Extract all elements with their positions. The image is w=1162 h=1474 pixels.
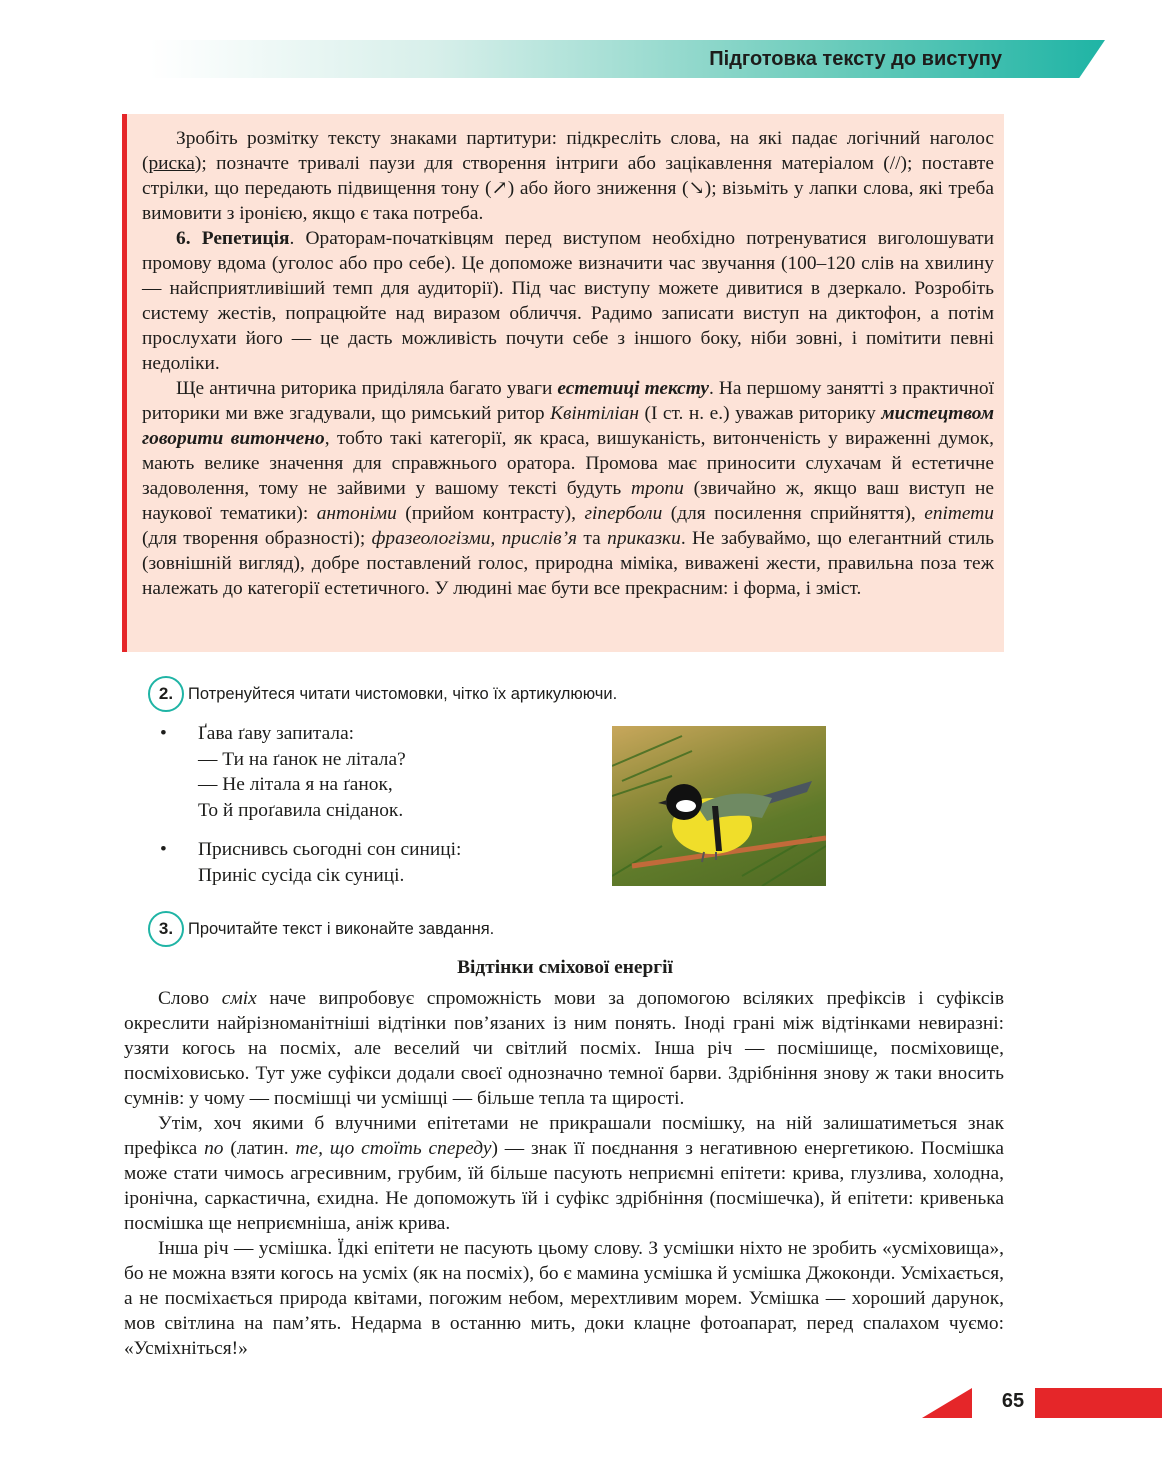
box-paragraph-1: Зробіть розмітку тексту знаками партитури: підкресліть слова, на які падає логічний наголос (риска); позначте тривалі паузи для створення інтриги або зацікавлення матеріалом (//); поставте стрілки, що передають підвищення тону (↗) або його зниження (↘); візьміть у лапки слова, які треба вимовити з іронією, якщо є така потреба. — [142, 128, 994, 224]
section-title: Підготовка тексту до виступу — [709, 48, 1002, 70]
highlight-bar — [122, 114, 127, 652]
task-number-badge: 3. — [148, 911, 184, 947]
list-item: • Приснивсь сьогодні сон синиці: Приніс сусіда сік суниці. — [160, 837, 590, 888]
page-number-decoration — [922, 1388, 972, 1418]
bullet-icon: • — [160, 723, 167, 744]
box-paragraph-2: 6. Репетиція. Ораторам-початківцям перед виступом необхідно потренуватися виголошувати промову вдома (уголос або про себе). Це допоможе визначити час звучання (100–120 слів на хвилину — найсприятливіший темп для аудиторії). Під час виступу можете дивитися в дзеркало. Розробіть систему жестів, попрацюйте над виразом обличчя. Радимо записати виступ на диктофон, а потім прослухати його — це дасть можливість почути себе з іншого боку, ніби зовні, і помітити певні недоліки. — [142, 228, 994, 374]
article-title: Відтінки сміхової енергії — [457, 957, 673, 978]
underline-example: риска — [148, 153, 195, 174]
task-number-badge: 2. — [148, 676, 184, 712]
bullet-icon: • — [160, 839, 167, 860]
highlight-text — [142, 126, 994, 601]
article-paragraph-2: Утім, хоч якими б влучними епітетами не прикрашали посмішку, на ній залишатиметься знак префікса по (латин. те, що стоїть спереду) — знак її поєднання з негативною енергетикою. Посмішка може стати чимось агресивним, грубим, їй більше пасують неприємні епітети: крива, глузлива, холодна, іронічна, саркастична, єхидна. Не допоможуть їй і суфікс здрібніння (посмішечка), й епітети: кривенька посмішка ще неприємніша, аніж крива. — [124, 1113, 1005, 1234]
task-instruction: Потренуйтеся читати чистомовки, чітко їх артикулюючи. — [188, 684, 618, 703]
page-number: 65 — [1001, 1390, 1025, 1412]
highlight-box — [122, 114, 1004, 652]
bird-image — [612, 726, 826, 886]
tongue-twisters-list — [160, 721, 590, 888]
article-paragraph-1: Слово сміх наче випробовує спроможність мови за допомогою всіляких префіксів і суфіксів окреслити найрізноманітніші відтінки пов’язаних із ним понять. Іноді грані між відтінками невиразні: узяти когось на посміх, але веселий чи світлий посміх. Інша річ — посмішище, посміховище, посміховисько. Тут уже суфікси додали своєї однозначно темної барви. Здрібніння знову ж таки вносить сумнів: у чому — посмішці чи усмішці — більше тепла та щирості. — [124, 988, 1004, 1109]
list-item: • Ґава ґаву запитала: — Ти на ґанок не літала? — Не літала я на ґанок, То й проґавила сніданок. — [160, 721, 590, 823]
task-2 — [148, 676, 617, 712]
rehearsal-heading: 6. Репетиція — [176, 228, 290, 249]
box-paragraph-3: Ще антична риторика приділяла багато уваги естетиці тексту. На першому занятті з практичної риторики ми вже згадували, що римський ритор Квінтіліан (I ст. н. е.) уважав риторику мистецтвом говорити витончено, тобто такі категорії, як краса, вишуканість, витонченість у вираженні думок, мають велике значення для справжнього оратора. Промова має приносити слухачам й естетичне задоволення, тому не зайвими у вашому тексті будуть тропи (звичайно ж, якщо ваш виступ не наукової тематики): антоніми (прийом контрасту), гіперболи (для посилення сприйняття), епітети (для творення образності); фразеологізми, прислів’я та приказки. Не забуваймо, що елегантний стиль (зовнішній вигляд), добре поставлений голос, природна міміка, виважені жести, правильна поза теж належать до категорії естетичного. У людині має бути все прекрасним: і форма, і зміст. — [142, 378, 995, 599]
page-number-bar — [1035, 1388, 1162, 1418]
article-text — [124, 986, 1004, 1361]
titmouse-photo — [612, 726, 826, 886]
task-3 — [148, 911, 494, 947]
article-paragraph-3: Інша річ — усмішка. Їдкі епітети не пасують цьому слову. З усмішки ніхто не зробить «усміховища», бо не можна взяти когось на усміх (як на посміх), бо є мамина усмішка й усмішка Джоконди. Усміхається, а не посміхається природа квітами, погожим небом, мерехтливим морем. Усмішка — хороший дарунок, мов світлина на пам’ять. Недарма в останню мить, доки клацне фотоапарат, перед спалахом чуємо: «Усміхніться!» — [124, 1238, 1004, 1359]
task-instruction: Прочитайте текст і виконайте завдання. — [188, 919, 495, 938]
